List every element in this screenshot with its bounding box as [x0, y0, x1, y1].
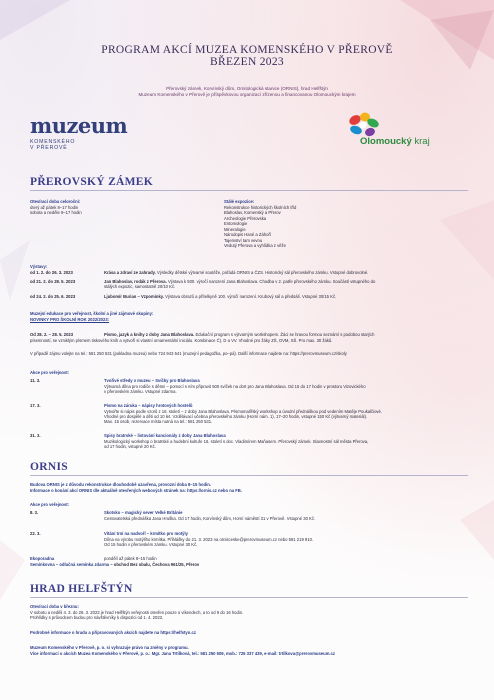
olomoucky-logo-word: Olomoucký — [360, 136, 412, 147]
expo-item: Vedutý Přerova a vyhlídka z věže — [224, 243, 286, 248]
title-block — [40, 44, 454, 68]
section-divider — [30, 190, 468, 191]
akce-text: Od 15 hodin v přerovském zámku. Vstupné 30 Kč. — [104, 542, 198, 547]
akce-text: Muzikologický workshop o bratrské a hudební kultuře 16. století s doc. Vladimírem Maňasem. Přerovský zámek. Slavnostní sál města Přerova, — [104, 439, 369, 444]
school-label: Muzejní edukace pro veřejnost, školní a jiné zájmové skupiny: — [30, 311, 154, 316]
helfstyn-text-2: Prohlídky s průvodcem budou pro návštěvníky k dispozici od 1. 4. 2023. — [30, 615, 164, 620]
expo-item: Tajemství tam vevnu — [224, 238, 263, 243]
zamek-contact: V případě zájmu volejte na tel.: 581 250 531 (pokladna muzea) nebo 724 943 541 (muzejní pedagožka, po–pá). Další informace najdete na: https://prerovmuseum.cz/skoly — [30, 351, 347, 356]
akce-date: 31. 3. — [30, 433, 41, 438]
flower-icon — [343, 111, 383, 139]
vystava-dates: od 24. 2. do 25. 6. 2023 — [30, 294, 76, 299]
akce-text: Max. 15 osob, rezervace místa nutná na tel.: 581 250 531. — [104, 419, 213, 424]
vystava-row — [104, 270, 368, 275]
akce-title: Spisy bratrské – listování kancionály z doby Jana Blahoslava — [104, 433, 226, 438]
vystava-text: Výsledky dětské výtvarné soutěže, pořádá ORNIS a ČZS. Historický sál přerovského zámku. Vstupné dobrovolné. — [157, 270, 369, 275]
section-divider — [30, 475, 468, 476]
expo-item: Národopis Hané a Záhoří — [224, 232, 272, 237]
akce-label: Akce pro veřejnost: — [30, 370, 70, 375]
helfstyn-info: Podrobné informace o hradu a připravovaných akcích najdete na https://helfstyn.cz — [30, 630, 196, 635]
vystava-row — [104, 279, 386, 290]
akce-text: od 17 hodin, vstupné 20 Kč. — [104, 444, 156, 449]
akce-date: 8. 3. — [30, 510, 39, 515]
muzeum-komenskeho-logo — [30, 115, 140, 152]
zamek-hours-1: úterý až pátek 8–17 hodin — [30, 205, 79, 210]
akce-title: Písmo na záruka – nápisy hrotových hostelů — [104, 403, 193, 408]
muzeum-logo-sub-1: KOMENSKÉHO — [30, 139, 76, 145]
vystava-title: Krása a zdraví ze zahrady. — [104, 270, 156, 275]
section-heading-zamek: PŘEROVSKÝ ZÁMEK — [30, 176, 154, 188]
akce-date: 17. 3. — [30, 403, 41, 408]
vystava-text: Výstava obrazů a přítelkyně 100. výročí narození. Krubový sál a předsálí. Vstupné 30/15 Kč. — [165, 294, 337, 299]
zamek-hours-2: sobota a neděle 9–17 hodin — [30, 210, 82, 215]
akce-text: Dílna na výrobu motýlího krmítka. Přihlášky do 21. 3. 2023 na ornisceske@prerovmuseum.cz nebo 581 219 910. — [104, 537, 314, 542]
akce-text: Vytvořte si nápis podle vzorů z 16. století – z doby Jana Blahoslava. Písmomalířský workshop a úvodní přednáškou pod vedením Matěje Poukalčiové. — [104, 409, 382, 414]
school-dates: Od 28. 2. – 28. 5. 2023 — [30, 332, 74, 337]
subtitle-line-2: Muzeum Komenského v Přerově je příspěvkovou organizací zřízenou a financovanou Olomouckým krajem — [138, 92, 356, 98]
section-heading-ornis: ORNIS — [30, 461, 68, 473]
akce-text: v přerovském zámku. Vstupné zdarma. — [104, 389, 177, 394]
seminarna-label: Semínkovna – odlučná semínka zdarma — [30, 562, 110, 567]
muzeum-logo-sub-2: V PŘEROVĚ — [30, 145, 68, 152]
akce-title: Skotsko – magický sever Velké Británie — [104, 510, 183, 515]
vystava-dates: od 21. 2. do 28. 5. 2023 — [30, 279, 76, 284]
expo-item: Mineralogie — [224, 227, 246, 232]
subtitle-line-1: Přerovský zámek, Korvínský dům, Ornitologická stanice (ORNIS), hrad Helfštýn — [166, 86, 328, 91]
vystavy-label: Výstavy: — [30, 264, 48, 269]
school-row — [104, 332, 374, 337]
seminarna-row — [30, 562, 199, 567]
page-title-month: BŘEZEN 2023 — [210, 56, 284, 68]
page-title: PROGRAM AKCÍ MUZEA KOMENSKÉHO V PŘEROVĚ — [101, 44, 393, 56]
expo-item: Blahoslav, Komenský a Přerov — [224, 210, 281, 215]
akce-date: 22. 3. — [30, 531, 41, 536]
olomoucky-logo-kraj: kraj — [414, 136, 430, 147]
vystava-title: Ljubomír Burian – Vzpomínky. — [104, 294, 164, 299]
akce-title: Vítání trní na nadvoří – krmítko pro motýly — [104, 531, 188, 536]
school-title: Písmo, jazyk a knihy z doby Jana Blahoslava. — [104, 332, 195, 337]
section-heading-helfstyn: HRAD HELFŠTÝN — [30, 583, 133, 595]
vystava-title: Jan Blahoslav, rodák z Přerova. — [104, 279, 167, 284]
olomoucky-kraj-logo — [343, 111, 463, 151]
ekoporadna-label: Ekoporadna — [30, 556, 55, 561]
footer-line-2: Více informací o akcích Muzea Komenského v Přerově, p. o.: Mgr. Jana Trtílková, tel.: 581 250 509, mob.: 725 337 439, e-mail: trtilkova@prerovmuseum.cz — [30, 651, 336, 656]
subtitle — [60, 86, 434, 99]
helfstyn-hours-label: Otevírací doba v březnu: — [30, 604, 79, 609]
akce-date: 11. 3. — [30, 378, 41, 383]
school-text-1: Edukační program s výtvarným workshopem. Žáci se hravou formou seznámí s podobou starých — [195, 332, 375, 337]
school-text-2: písemností, se vzniklým písmem tiskového knih a vytvoří si vlastní ornamentální iniciálu. Kombinace Č), D a VV. Vhodné pro žáky ZŠ, OVM, SŠ. Pro max. 30 žáků. — [30, 338, 333, 343]
helfstyn-text-1: V sobotu a neděli 4. 3. do 26. 3. 2023 je hrad Helfštýn veřejnosti otevřen pouze o víkendech, a to od 9 do 16 hodin. — [30, 610, 244, 615]
ornis-intro-2: Informace o konání akcí ORNIS dle aktuálně otevřených webových stránek na: https://ornis.cz nebo na FB. — [30, 488, 242, 493]
akce-text: Cestovatelská přednáška Jana Hruška. Od 17 hodin, Korvínský dům, Horní náměstí 31 v Přerově. Vstupné 30 Kč. — [104, 516, 316, 521]
akce-text: Vhodné pro dospělé a děti od 10 let. Vzdělávací učebna přerovského zámku (Horní nám. 1), 17–20 hodin, vstupné 150 Kč (výtvarný materiál). — [104, 414, 368, 419]
seminarna-text: – obchod Bez obalu, Čechova 961/25, Přerov — [110, 562, 200, 567]
footer-line-1: Muzeum Komenského v Přerově, p. o. si vyhrazuje právo na změny v programu. — [30, 645, 189, 650]
vystava-dates: od 1. 2. do 26. 3. 2023 — [30, 270, 73, 275]
expo-item: Rekonstrukce historických školních tříd — [224, 205, 297, 210]
ornis-intro-1: Budova ORNIS je z důvodu rekonstrukce dlouhodobě uzavřena, provozní doba 8–15 hodin. — [30, 482, 212, 487]
zamek-hours-label: Otevírací doba celoroční: — [30, 199, 81, 204]
expo-item: Entomologie — [224, 221, 248, 226]
section-divider — [30, 597, 468, 598]
expo-item: Archeologie Přerovska — [224, 216, 267, 221]
expo-label: Stálé expozice: — [224, 199, 255, 204]
akce-text: Výtvarná dílna pro rodiče s dětmi – pomocí s ním připravit 500 svíček na dort pro Jana Blahoslava. Od 15 do 17 hodin v prostoru Vizovického — [104, 384, 366, 389]
muzeum-logo-word: muzeum — [30, 113, 128, 138]
vystava-text: Výstava k 500. výročí narození Jana Blahoslava. Chodba v 2. patře přerovského zámku. Součástí vstupného do stálých expozic, samostatně 20/10 Kč. — [104, 279, 376, 290]
akce-title: Tvořivé středy v muzeu – Svíčky pro Blahoslava — [104, 378, 200, 383]
ekoporadna-text: pondělí až pátek 8–15 hodin — [104, 556, 157, 561]
vystava-row — [104, 294, 336, 299]
school-novinky: NOVINKY PRO ŠKOLNÍ ROK 2022/2023: — [30, 317, 110, 322]
ornis-akce-label: Akce pro veřejnost: — [30, 502, 70, 507]
